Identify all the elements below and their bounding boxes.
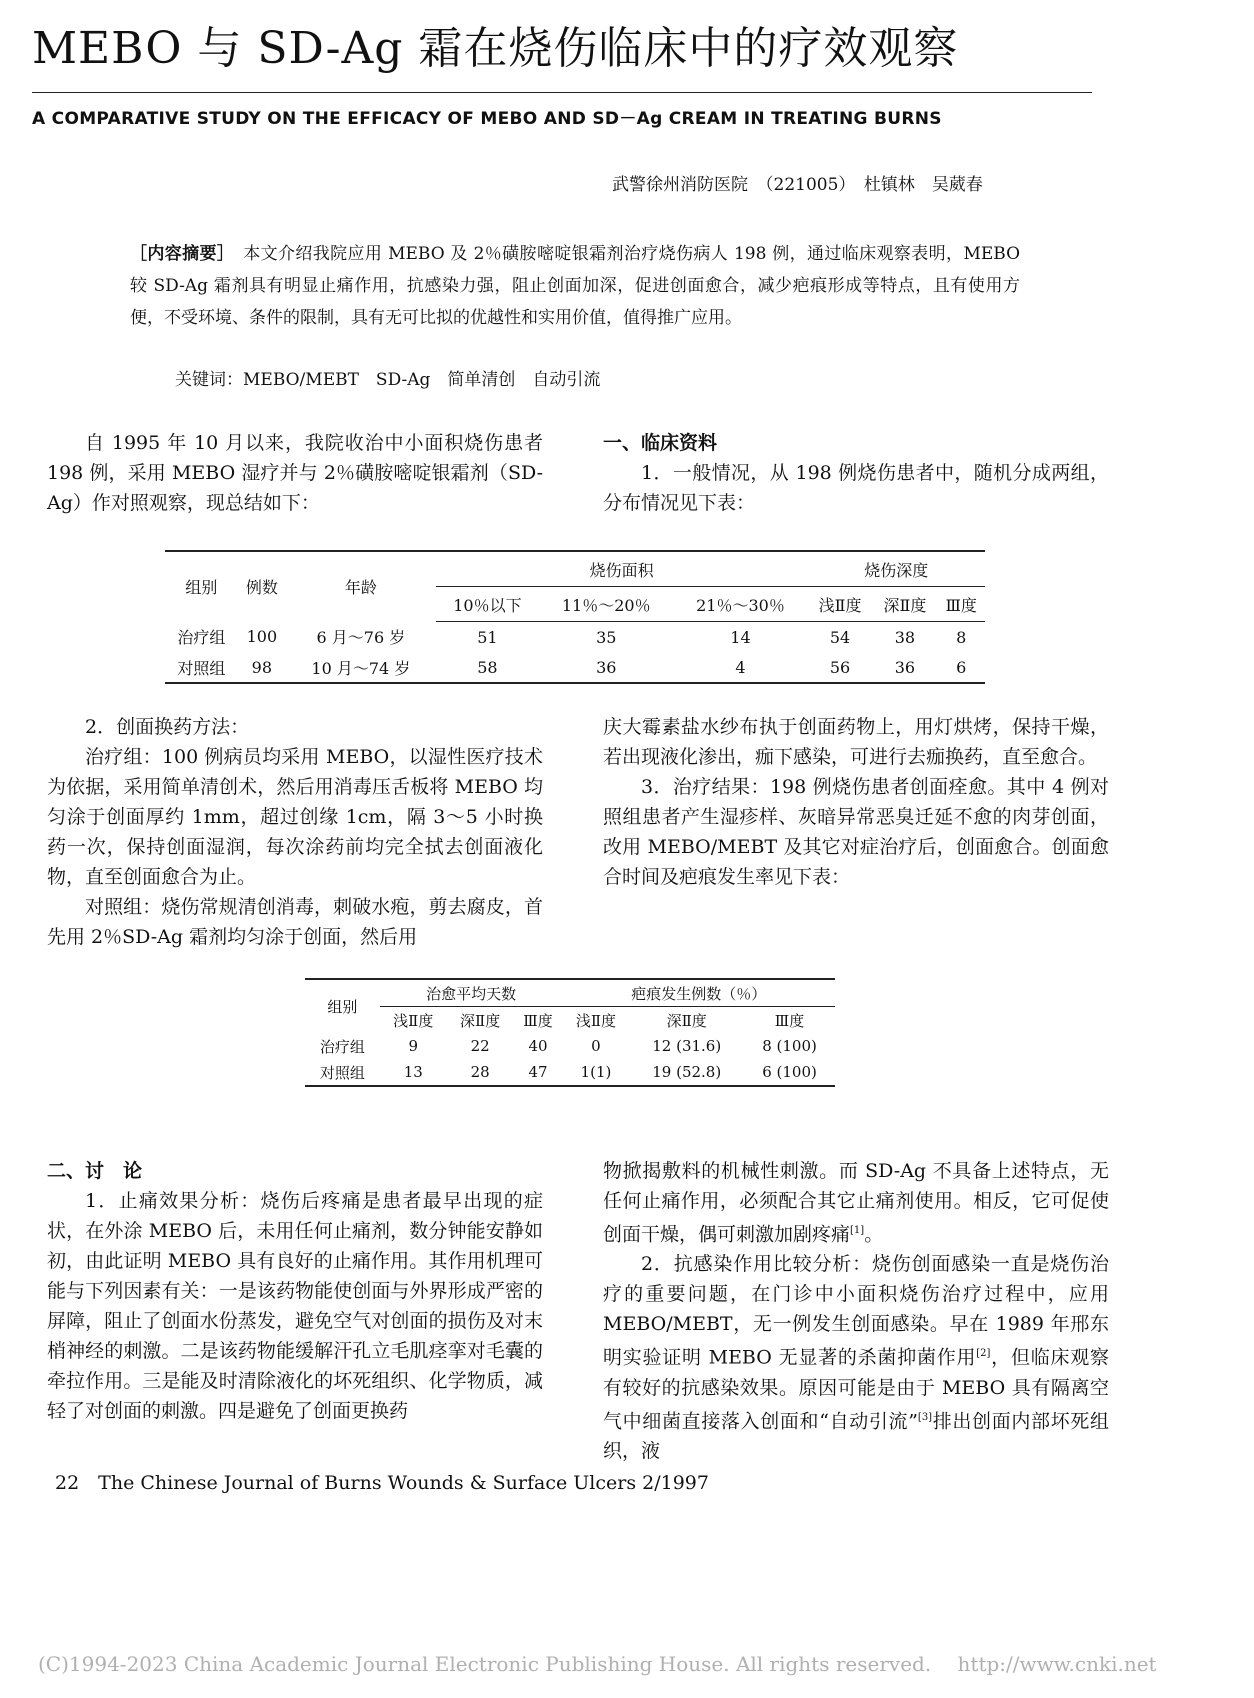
discussion-infection [603, 1249, 1109, 1466]
section2-heading: 2．创面换药方法： [85, 716, 250, 738]
t1-cell: 51 [477, 627, 498, 647]
t1-cell: 36 [894, 657, 916, 677]
t1-col-depth3: Ⅲ度 [937, 587, 985, 622]
t2-cell: 47 [528, 1063, 548, 1081]
discussion-heading: 二、讨 论 [47, 1160, 143, 1182]
intro-column [47, 428, 543, 518]
title-rule [32, 92, 1092, 93]
t2-col: 深Ⅱ度 [460, 1011, 501, 1030]
section2-control: 对照组：烧伤常规清创消毒，刺破水疱，剪去腐皮，首先用 2％SD-Ag 霜剂均匀涂于创面，然后用 [47, 896, 543, 948]
english-title: A COMPARATIVE STUDY ON THE EFFICACY OF MEBO AND SD－Ag CREAM IN TREATING BURNS [32, 109, 942, 129]
t2-col: Ⅲ度 [523, 1011, 553, 1030]
t1-cell: 54 [829, 627, 851, 647]
t2-cell: 0 [591, 1037, 601, 1055]
t2-header-heal: 治愈平均天数 [380, 979, 563, 1007]
t1-header-age: 年龄 [344, 578, 377, 598]
discussion-pain: 1．止痛效果分析：烧伤后疼痛是患者最早出现的症状，在外涂 MEBO 后，未用任何止痛剂，数分钟能安静如初，由此证明 MEBO 具有良好的止痛作用。其作用机理可能与下列因素有关：一是该药物能使创面与外界形成严密的屏障，阻止了创面水份蒸发，避免空气对创面的损伤及对末梢神经的刺激。二是该药物能缓解汗孔立毛肌痉挛对毛囊的牵拉作用。三是能及时清除液化的坏死组织、化学物质，减轻了对创面的刺激。四是避免了创面更换药 [47, 1190, 543, 1422]
t1-col-area3: 21％～30％ [673, 587, 807, 622]
discussion-pain-cont-text: 物掀揭敷料的机械性刺激。而 SD-Ag 不具备上述特点，无任何止痛作用，必须配合其它止痛剂使用。相反，它可促使创面干燥，偶可刺激加剧疼痛 [603, 1160, 1109, 1246]
t1-cell: 36 [596, 657, 617, 677]
t2-cell: 12 (31.6) [652, 1037, 722, 1055]
t1-col-depth1: 浅Ⅱ度 [808, 587, 873, 622]
discussion-infection-b: ，但临床观察有较好的抗感染效果。原因可能是由于 MEBO 具有隔离空气中细菌直接落入创面和“自动引流” [603, 1346, 1109, 1432]
t1-cell: 8 [956, 627, 967, 647]
section1-column [603, 428, 1109, 518]
t1-col-depth2: 深Ⅱ度 [872, 587, 937, 622]
table-row [165, 652, 985, 683]
t1-header-area: 烧伤面积 [436, 551, 808, 587]
t1-cell: 6 [956, 657, 967, 677]
discussion-infection-c: 排出创面内部坏死组织，液 [603, 1409, 1109, 1462]
t2-col: 深Ⅱ度 [666, 1011, 707, 1030]
table-row [305, 1059, 835, 1086]
copyright-notice: (C)1994-2023 China Academic Journal Electronic Publishing House. All rights reserved. http://www.cnki.net [38, 1652, 1157, 1676]
t2-cell: 13 [403, 1063, 423, 1081]
t1-cell: 56 [829, 657, 851, 677]
abstract [130, 238, 1020, 334]
citation-3: [3] [917, 1411, 933, 1423]
discussion-pain-end: 。 [864, 1223, 884, 1246]
table-row [305, 1033, 835, 1059]
t1-cell: 38 [894, 627, 916, 647]
discussion-pain-continued [603, 1156, 1109, 1249]
discussion-infection-a: 2．抗感染作用比较分析：烧伤创面感染一直是烧伤治疗的重要问题，在门诊中小面积烧伤治疗过程中，应用 MEBO/MEBT，无一例发生创面感染。早在 1989 年邢东明实验证明 MEBO 无显著的杀菌抑菌作用 [603, 1253, 1109, 1369]
t1-header-cases: 例数 [245, 578, 278, 598]
t2-cell: 28 [470, 1063, 490, 1081]
table-distribution [165, 550, 985, 684]
t1-cell: 4 [735, 657, 746, 677]
t2-cell: 1(1) [580, 1063, 612, 1081]
section2-right-column [603, 712, 1109, 892]
t2-header-group: 组别 [327, 998, 358, 1016]
citation-1: [1] [850, 1225, 865, 1236]
affiliation: 武警徐州消防医院 （221005） 杜镇林 吴葳春 [612, 175, 983, 195]
t1-col-area2: 11％～20％ [539, 587, 673, 622]
page-footer: 22 The Chinese Journal of Burns Wounds & Surface Ulcers 2/1997 [55, 1472, 709, 1494]
t2-cell: 19 (52.8) [652, 1063, 722, 1081]
section2-results: 3．治疗结果：198 例烧伤患者创面痊愈。其中 4 例对照组患者产生湿疹样、灰暗异常恶臭迁延不愈的肉芽创面，改用 MEBO/MEBT 及其它对症治疗后，创面愈合。创面愈合时间及疤痕发生率见下表： [603, 776, 1109, 888]
intro-paragraph: 自 1995 年 10 月以来，我院收治中小面积烧伤患者 198 例，采用 MEBO 湿疗并与 2％磺胺嘧啶银霜剂（SD-Ag）作对照观察，现总结如下： [47, 432, 543, 514]
t2-cell: 40 [528, 1037, 548, 1055]
t2-col: Ⅲ度 [774, 1011, 805, 1030]
section1-paragraph: 1．一般情况，从 198 例烧伤患者中，随机分成两组，分布情况见下表： [603, 462, 1109, 514]
t2-header-scar: 疤痕发生例数（％） [563, 979, 835, 1007]
t1-cell: 98 [251, 657, 273, 677]
citation-2: [2] [976, 1348, 991, 1360]
t1-cell: 10 月～74 岁 [311, 658, 411, 678]
keywords: 关键词：MEBO/MEBT SD-Ag 简单清创 自动引流 [175, 370, 601, 390]
table-healing [305, 978, 835, 1087]
t1-header-group: 组别 [185, 578, 218, 598]
t1-cell: 58 [477, 657, 498, 677]
t1-cell: 对照组 [177, 658, 226, 678]
t1-cell: 治疗组 [177, 628, 226, 648]
abstract-label: ［内容摘要］ [130, 244, 226, 264]
t2-cell: 6 (100) [762, 1063, 817, 1081]
section2-treatment: 治疗组：100 例病员均采用 MEBO，以湿性医疗技术为依据，采用简单清创术，然后用消毒压舌板将 MEBO 均匀涂于创面厚约 1mm，超过创缘 1cm，隔 3～5 小时换药一次，保持创面湿润，每次涂药前均完全拭去创面液化物，直至创面愈合为止。 [47, 746, 543, 888]
t2-cell: 22 [470, 1037, 490, 1055]
discussion-left-column [47, 1156, 543, 1426]
section2-control-continued: 庆大霉素盐水纱布执于创面药物上，用灯烘烤，保持干燥，若出现液化渗出，痂下感染，可进行去痂换药，直至愈合。 [603, 716, 1109, 768]
t1-header-depth: 烧伤深度 [808, 551, 985, 587]
t2-cell: 治疗组 [319, 1037, 365, 1056]
section2-left-column [47, 712, 543, 952]
page-title: MEBO 与 SD-Ag 霜在烧伤临床中的疗效观察 [32, 23, 959, 74]
t1-cell: 35 [596, 627, 617, 647]
t1-cell: 100 [246, 627, 278, 647]
t1-cell: 6 月～76 岁 [316, 628, 406, 648]
table-row [165, 622, 985, 653]
section1-heading: 一、临床资料 [603, 432, 718, 454]
abstract-text: 本文介绍我院应用 MEBO 及 2％磺胺嘧啶银霜剂治疗烧伤病人 198 例，通过临床观察表明，MEBO 较 SD-Ag 霜剂具有明显止痛作用，抗感染力强，阻止创面加深，促进创面愈合，减少疤痕形成等特点，且有使用方便，不受环境、条件的限制，具有无可比拟的优越性和实用价值，值得推广应用。 [130, 244, 1021, 328]
t2-col: 浅Ⅱ度 [575, 1011, 617, 1030]
t2-cell: 8 (100) [762, 1037, 817, 1055]
t2-col: 浅Ⅱ度 [393, 1011, 434, 1030]
t2-cell: 9 [408, 1037, 419, 1055]
t1-col-area1: 10％以下 [436, 587, 539, 622]
t2-cell: 对照组 [319, 1063, 365, 1082]
discussion-right-column [603, 1156, 1109, 1466]
t1-cell: 14 [730, 627, 751, 647]
